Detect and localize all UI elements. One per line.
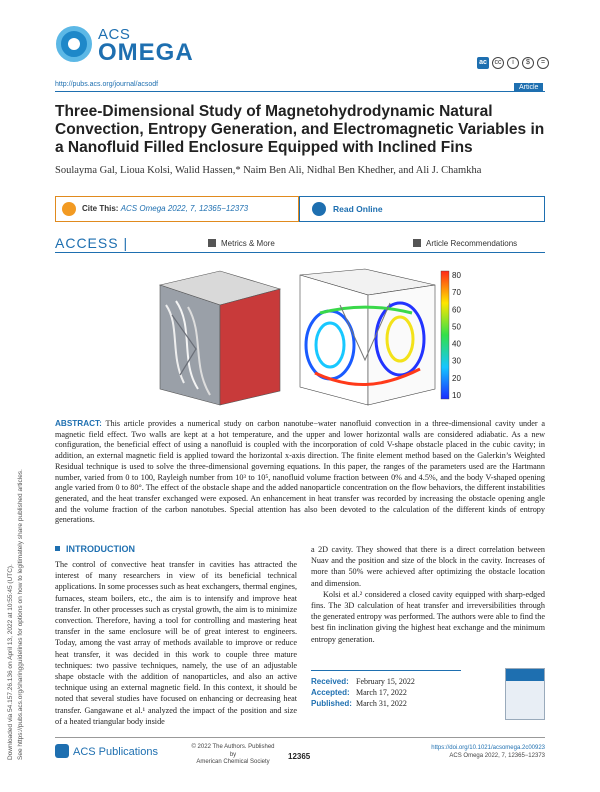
copyright-line-2: American Chemical Society	[196, 759, 270, 765]
quote-icon	[62, 202, 76, 216]
article-type-badge: Article	[514, 83, 543, 92]
download-note-line1: Downloaded via 54.157.26.136 on April 13, 2022 at 10:55:45 (UTC).	[7, 564, 14, 760]
cite-this-box[interactable]	[55, 196, 299, 222]
published-row	[311, 698, 461, 709]
colorbar-tick-label: 30	[452, 356, 461, 366]
logo-acs-text: ACS	[98, 26, 131, 43]
license-icons	[477, 57, 549, 69]
copyright-line-1: © 2022 The Authors. Published by	[191, 744, 275, 758]
received-date: February 15, 2022	[356, 677, 415, 686]
open-access-icon[interactable]: ac	[477, 57, 489, 69]
nc-icon[interactable]: $	[522, 57, 534, 69]
colorbar	[441, 271, 461, 400]
recommendations-link[interactable]	[413, 239, 517, 248]
journal-logo[interactable]	[56, 26, 206, 66]
download-note-line2: See https://pubs.acs.org/sharingguidelines for options on how to legitimately share published articles.	[17, 469, 24, 760]
document-icon	[413, 239, 421, 247]
publication-dates	[311, 670, 461, 709]
accepted-date: March 17, 2022	[356, 688, 407, 697]
nd-icon[interactable]: =	[537, 57, 549, 69]
logo-omega-text: OMEGA	[98, 39, 194, 66]
cc-icon[interactable]: cc	[492, 57, 504, 69]
abstract-text: This article provides a numerical study on carbon nanotube−water nanofluid convection in a three-dimensional cavity under a magnetic field effect. Two walls are kept at a hot temperature, and the upper and lower horizontal walls are considered adiabatic. As a new configuration, the beneficial effect of using a nanofluid is coupled with the incorporation of cold V-shape obstacle placed in the cubic cavity; in addition, an external magnetic field is applied toward the horizontal x-axis direction. The finite element method based on the Galerkin’s Weighted Residual technique is used to solve the three-dimensional governing equations. In this paper, the ranges of the parameters used are the Hartmann number, varied from 0 to 100, Rayleigh number from 10³ to 10⁵, nanofluid volume fraction between 0% and 4.5%, and the body V-shaped opening angle varied from 0 to 80°. The effect of the obstacle shape and the added nanoparticle concentration on the flow behaviors, the different instabilities generated, and the heat transfer exchanged were exposed. An enhancement in heat transfer was recorded by increasing the obstacle opening angle and the volume fraction of the carbon nanotubes. Special attention has also been devoted to the calculation of the different kinds of entropy generations.	[55, 419, 545, 525]
colorbar-tick-label: 50	[452, 322, 461, 332]
body-column-left	[55, 559, 297, 727]
abstract-label: ABSTRACT:	[55, 419, 102, 428]
footer-citation	[405, 744, 545, 760]
footer-reference: ACS Omega 2022, 7, 12365−12373	[449, 753, 545, 759]
body-column-right	[311, 544, 545, 645]
page-number: 12365	[288, 752, 311, 761]
download-note	[6, 240, 24, 760]
metrics-link[interactable]	[208, 239, 275, 248]
colorbar-tick-label: 60	[452, 305, 461, 315]
article-title: Three-Dimensional Study of Magnetohydrodynamic Natural Convection, Entropy Generation, and Electromagnetic Variables in a Nanofluid Filled Enclosure Equipped with Inclined Fins	[55, 103, 545, 156]
journal-cover-thumbnail[interactable]	[505, 668, 545, 720]
metrics-label: Metrics & More	[221, 239, 275, 248]
recommendations-label: Article Recommendations	[426, 239, 518, 248]
read-online-label: Read Online	[333, 204, 383, 214]
footer-divider	[55, 737, 545, 738]
streamline-cube-left	[160, 271, 280, 405]
accepted-label: Accepted:	[311, 688, 350, 697]
intro-paragraph-2: a 2D cavity. They showed that there is a direct correlation between Nuav and the position and size of the block in the cavity. Increases of more than 50% were achieved after optimizing the obstacle location and dimension.	[311, 545, 545, 588]
author-list: Soulayma Gal, Lioua Kolsi, Walid Hassen,* Naim Ben Ali, Nidhal Ben Khedher, and Ali J. Chamkha	[55, 165, 482, 176]
read-online-button[interactable]	[299, 196, 545, 222]
access-divider	[55, 252, 545, 253]
velocity-cube-right	[300, 269, 435, 405]
publisher-name: ACS Publications	[73, 746, 158, 758]
abstract	[55, 419, 545, 526]
access-heading: ACCESS |	[55, 235, 129, 251]
cite-label: Cite This:	[82, 204, 119, 213]
intro-paragraph-3: Kolsi et al.² considered a closed cavity equipped with sharp-edged fins. The 3D calculation of heat transfer and irreversibilities through the generated entropy was performed. The authors were able to find the best fin inclination giving the highest heat exchange and the minimum entropy generation.	[311, 589, 546, 644]
acs-hexagon-icon	[55, 744, 69, 758]
introduction-heading: INTRODUCTION	[55, 544, 135, 554]
doi-link[interactable]: https://doi.org/10.1021/acsomega.2c00923	[431, 745, 545, 751]
acs-publications-logo[interactable]	[55, 744, 158, 758]
published-label: Published:	[311, 699, 352, 708]
read-online-icon	[312, 202, 326, 216]
cite-text	[82, 204, 248, 213]
colorbar-tick-label: 20	[452, 373, 461, 383]
header-divider	[55, 91, 545, 92]
received-row	[311, 676, 461, 687]
published-date: March 31, 2022	[356, 699, 407, 708]
journal-url[interactable]: http://pubs.acs.org/journal/acsodf	[55, 81, 159, 88]
by-icon[interactable]: i	[507, 57, 519, 69]
colorbar-tick-label: 70	[452, 288, 461, 298]
toc-graphic	[150, 265, 470, 415]
colorbar-tick-label: 10	[452, 391, 461, 400]
copyright-notice	[188, 744, 278, 767]
logo-mark-icon	[56, 26, 92, 62]
received-label: Received:	[311, 677, 349, 686]
intro-paragraph-1: The control of convective heat transfer in cavities has attracted the interest of many researchers in view of its beneficial technical applications. In some processes such as heat exchangers, thermal engines, furnaces, steam boilers, etc., the aim is to intensify and improve heat transfer. In other processes such as crystal growth, the aim is to minimize convection. Therefore, having a tool for controlling and mastering heat transfer in the same enclosure will be of great interest to engineers. Today, among the vast array of methods available to improve or reduce heat transfer, it was decided in this work to couple three mature techniques: two passive techniques, namely, the use of an adjustable shape obstacle with the addition of nanoparticles, and also an active technique using an external magnetic field. In this context, it should be noted that several studies have focused on enhancing or decreasing heat transfer. Gangawane et al.¹ analyzed the impact of the position and size of a heated triangular body inside	[55, 560, 297, 726]
cite-reference[interactable]: ACS Omega 2022, 7, 12365−12373	[120, 204, 249, 213]
accepted-row	[311, 687, 461, 698]
bar-chart-icon	[208, 239, 216, 247]
colorbar-tick-label: 40	[452, 339, 461, 349]
colorbar-tick-label: 80	[452, 271, 461, 280]
